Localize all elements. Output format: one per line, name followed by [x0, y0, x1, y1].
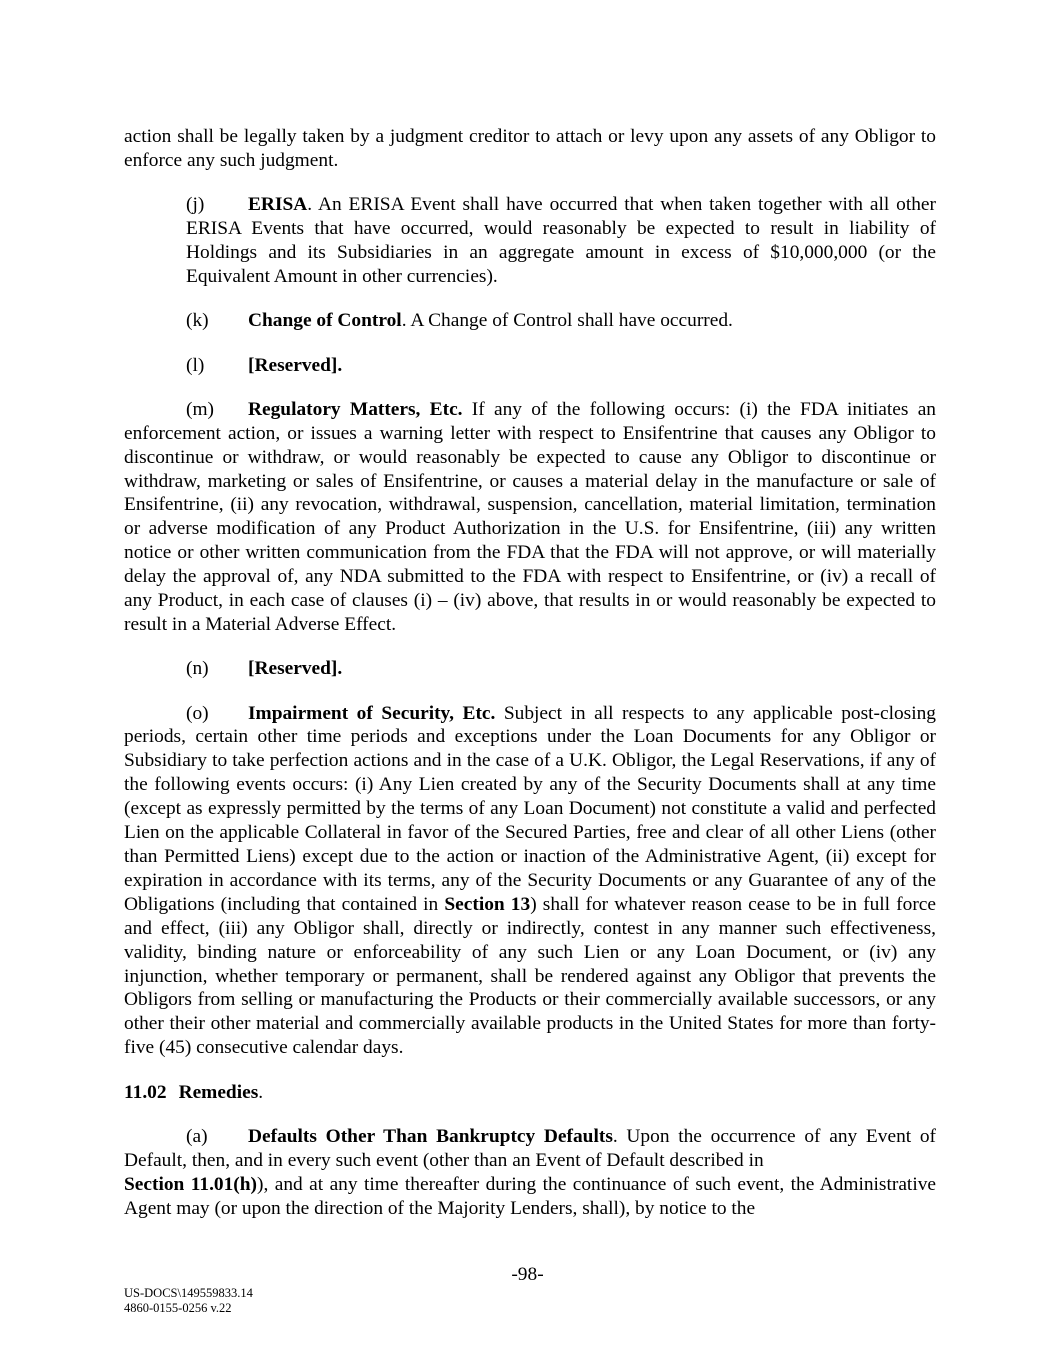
- clause-o-title: Impairment of Security, Etc.: [248, 702, 496, 724]
- clause-m: [124, 398, 936, 637]
- section-title: Remedies: [178, 1081, 259, 1103]
- clause-o-section-ref: Section 13: [444, 893, 531, 915]
- clause-j-label: (j): [186, 194, 205, 216]
- section-number: 11.02: [124, 1081, 167, 1103]
- document-body: [124, 125, 936, 1241]
- clause-k-text: . A Change of Control shall have occurred.: [401, 310, 733, 332]
- clause-m-label: (m): [186, 398, 214, 420]
- clause-k-title: Change of Control: [248, 310, 402, 332]
- clause-m-text: If any of the following occurs: (i) the FDA initiates an enforcement action, or issues a warning letter with respect to Ensifentrine that causes any Obligor to discontinue or withdraw, or would reasonably be expected to cause any Obligor to discontinue or withdraw, marketing or sales of Ensifentrine, or causes a material delay in the manufacture or sale of Ensifentrine, (ii) any revocation, withdrawal, suspension, cancellation, material limitation, termination or adverse modification of any Product Authorization in the U.S. for Ensifentrine, (iii) any written notice or other written communication from the FDA that the FDA will not approve, or will materially delay the approval of, any NDA submitted to the FDA with respect to Ensifentrine, or (iv) a recall of any Product, in each case of clauses (i) – (iv) above, that results in or would reasonably be expected to result in a Material Adverse Effect.: [124, 398, 936, 635]
- clause-j-title: ERISA: [248, 194, 308, 216]
- clause-a-text-a: . Upon the occurrence of any Event of Default, then, and in every such event (other than an Event of Default described in: [124, 1125, 937, 1171]
- clause-o-text-b: ) shall for whatever reason cease to be in full force and effect, (iii) any Obligor shall, directly or indirectly, contest in any manner such effectiveness, validity, binding nature or enforceability of any such Lien or any Loan Document, or (iv) any injunction, whether temporary or permanent, shall be rendered against any Obligor that prevents the Obligors from selling or manufacturing the Products or their commercially available successors, or any other their other material and commercially available products in the United States for more than forty-five (45) consecutive calendar days.: [124, 893, 936, 1059]
- clause-j-text: . An ERISA Event shall have occurred that when taken together with all other ERISA Events that have occurred, would reasonably be expected to result in liability of Holdings and its Subsidiaries in an aggregate amount in excess of $10,000,000 (or the Equivalent Amount in other currencies).: [186, 194, 936, 287]
- footer-version: 4860-0155-0256 v.22: [124, 1300, 232, 1315]
- clause-a-title: Defaults Other Than Bankruptcy Defaults: [248, 1125, 613, 1147]
- clause-a-text-b: ), and at any time thereafter during the continuance of such event, the Administrative Agent may (or upon the direction of the Majority Lenders, shall), by notice to the: [124, 1173, 937, 1219]
- page-number: -98-: [511, 1264, 544, 1285]
- clause-m-title: Regulatory Matters, Etc.: [248, 398, 463, 420]
- document-footer: [124, 1286, 253, 1315]
- clause-a-section-ref: Section 11.01(h): [124, 1173, 258, 1195]
- section-heading: [124, 1081, 936, 1105]
- clause-a: [124, 1125, 936, 1221]
- section-title-period: .: [258, 1081, 264, 1103]
- clause-a-label: (a): [186, 1125, 208, 1147]
- clause-n: [124, 657, 936, 681]
- clause-o: [124, 702, 936, 1061]
- clause-o-text-a: Subject in all respects to any applicable post-closing periods, certain other time periods and exceptions under the Loan Documents for any Obligor or Subsidiary to take perfection actions and in the case of a U.K. Obligor, the Legal Reservations, if any of the following events occurs: (i) Any Lien created by any of the Security Documents shall at any time (except as expressly permitted by the terms of any Loan Document) not constitute a valid and perfected Lien on the applicable Collateral in favor of the Secured Parties, free and clear of all other Liens (other than Permitted Liens) except due to the action or inaction of the Administrative Agent, (ii) except for expiration in accordance with its terms, any of the Security Documents or any Guarantee of any of the Obligations (including that contained in: [124, 702, 936, 915]
- clause-l-title: [Reserved].: [248, 354, 343, 376]
- clause-k: [124, 309, 936, 333]
- footer-doc-id: US-DOCS\149559833.14: [124, 1286, 253, 1300]
- clause-j: [124, 193, 936, 289]
- clause-n-title: [Reserved].: [248, 658, 343, 680]
- clause-n-label: (n): [186, 658, 209, 680]
- clause-l: [124, 354, 936, 378]
- continuation-paragraph: action shall be legally taken by a judgment creditor to attach or levy upon any assets of any Obligor to enforce any such judgment.: [124, 126, 936, 171]
- clause-o-label: (o): [186, 702, 209, 724]
- clause-l-label: (l): [186, 354, 205, 376]
- clause-k-label: (k): [186, 310, 209, 332]
